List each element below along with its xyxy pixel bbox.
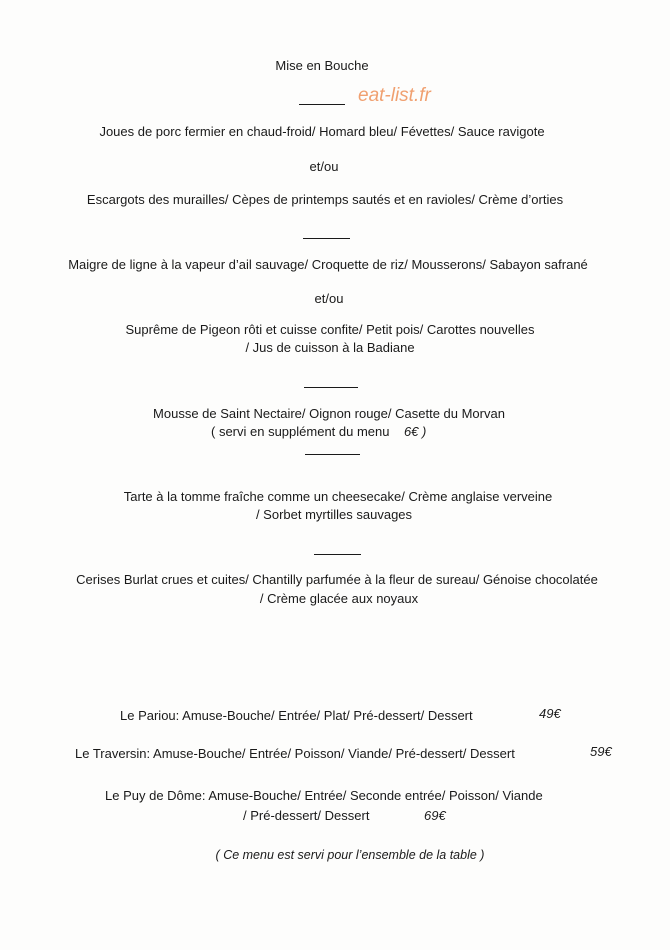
formula-puy-de-dome-line1: Le Puy de Dôme: Amuse-Bouche/ Entrée/ Seconde entrée/ Poisson/ Viande <box>105 788 543 803</box>
cheese-line1: Mousse de Saint Nectaire/ Oignon rouge/ Casette du Morvan <box>153 406 505 421</box>
separator <box>304 387 358 388</box>
formula-traversin-price: 59€ <box>590 744 612 759</box>
main-option-a: Maigre de ligne à la vapeur d’ail sauvage/ Croquette de riz/ Mousserons/ Sabayon safrané <box>68 257 588 272</box>
pre-dessert-line1: Tarte à la tomme fraîche comme un cheesecake/ Crème anglaise verveine <box>123 489 553 504</box>
formula-puy-de-dome-line2: / Pré-dessert/ Dessert <box>243 808 370 823</box>
formula-traversin: Le Traversin: Amuse-Bouche/ Entrée/ Poisson/ Viande/ Pré-dessert/ Dessert <box>75 746 515 761</box>
main-option-b-line2: / Jus de cuisson à la Badiane <box>245 340 415 355</box>
starter-option-a: Joues de porc fermier en chaud-froid/ Homard bleu/ Févettes/ Sauce ravigote <box>99 124 545 139</box>
cheese-price: 6€ ) <box>403 424 427 439</box>
cheese-supplement-note <box>211 424 426 440</box>
cheese-line2: ( servi en supplément du menu <box>211 424 390 439</box>
separator <box>299 104 345 105</box>
starter-option-b: Escargots des murailles/ Cèpes de printemps sautés et en ravioles/ Crème d’orties <box>86 192 564 207</box>
dessert-line2: / Crème glacée aux noyaux <box>259 591 419 606</box>
separator <box>314 554 361 555</box>
formula-pariou: Le Pariou: Amuse-Bouche/ Entrée/ Plat/ Pré-dessert/ Dessert <box>120 708 473 723</box>
starter-or: et/ou <box>309 159 339 174</box>
watermark: eat-list.fr <box>358 85 431 106</box>
main-or: et/ou <box>314 291 344 306</box>
separator <box>305 454 360 455</box>
footnote: ( Ce menu est servi pour l’ensemble de la table ) <box>215 848 485 862</box>
formula-puy-de-dome-price: 69€ <box>424 808 446 823</box>
formula-pariou-price: 49€ <box>539 706 561 721</box>
dessert-line1: Cerises Burlat crues et cuites/ Chantilly parfumée à la fleur de sureau/ Génoise chocolatée <box>76 572 598 587</box>
pre-dessert-line2: / Sorbet myrtilles sauvages <box>255 507 413 522</box>
amuse-title: Mise en Bouche <box>275 58 369 73</box>
separator <box>303 238 350 239</box>
main-option-b-line1: Suprême de Pigeon rôti et cuisse confite/ Petit pois/ Carottes nouvelles <box>125 322 535 337</box>
